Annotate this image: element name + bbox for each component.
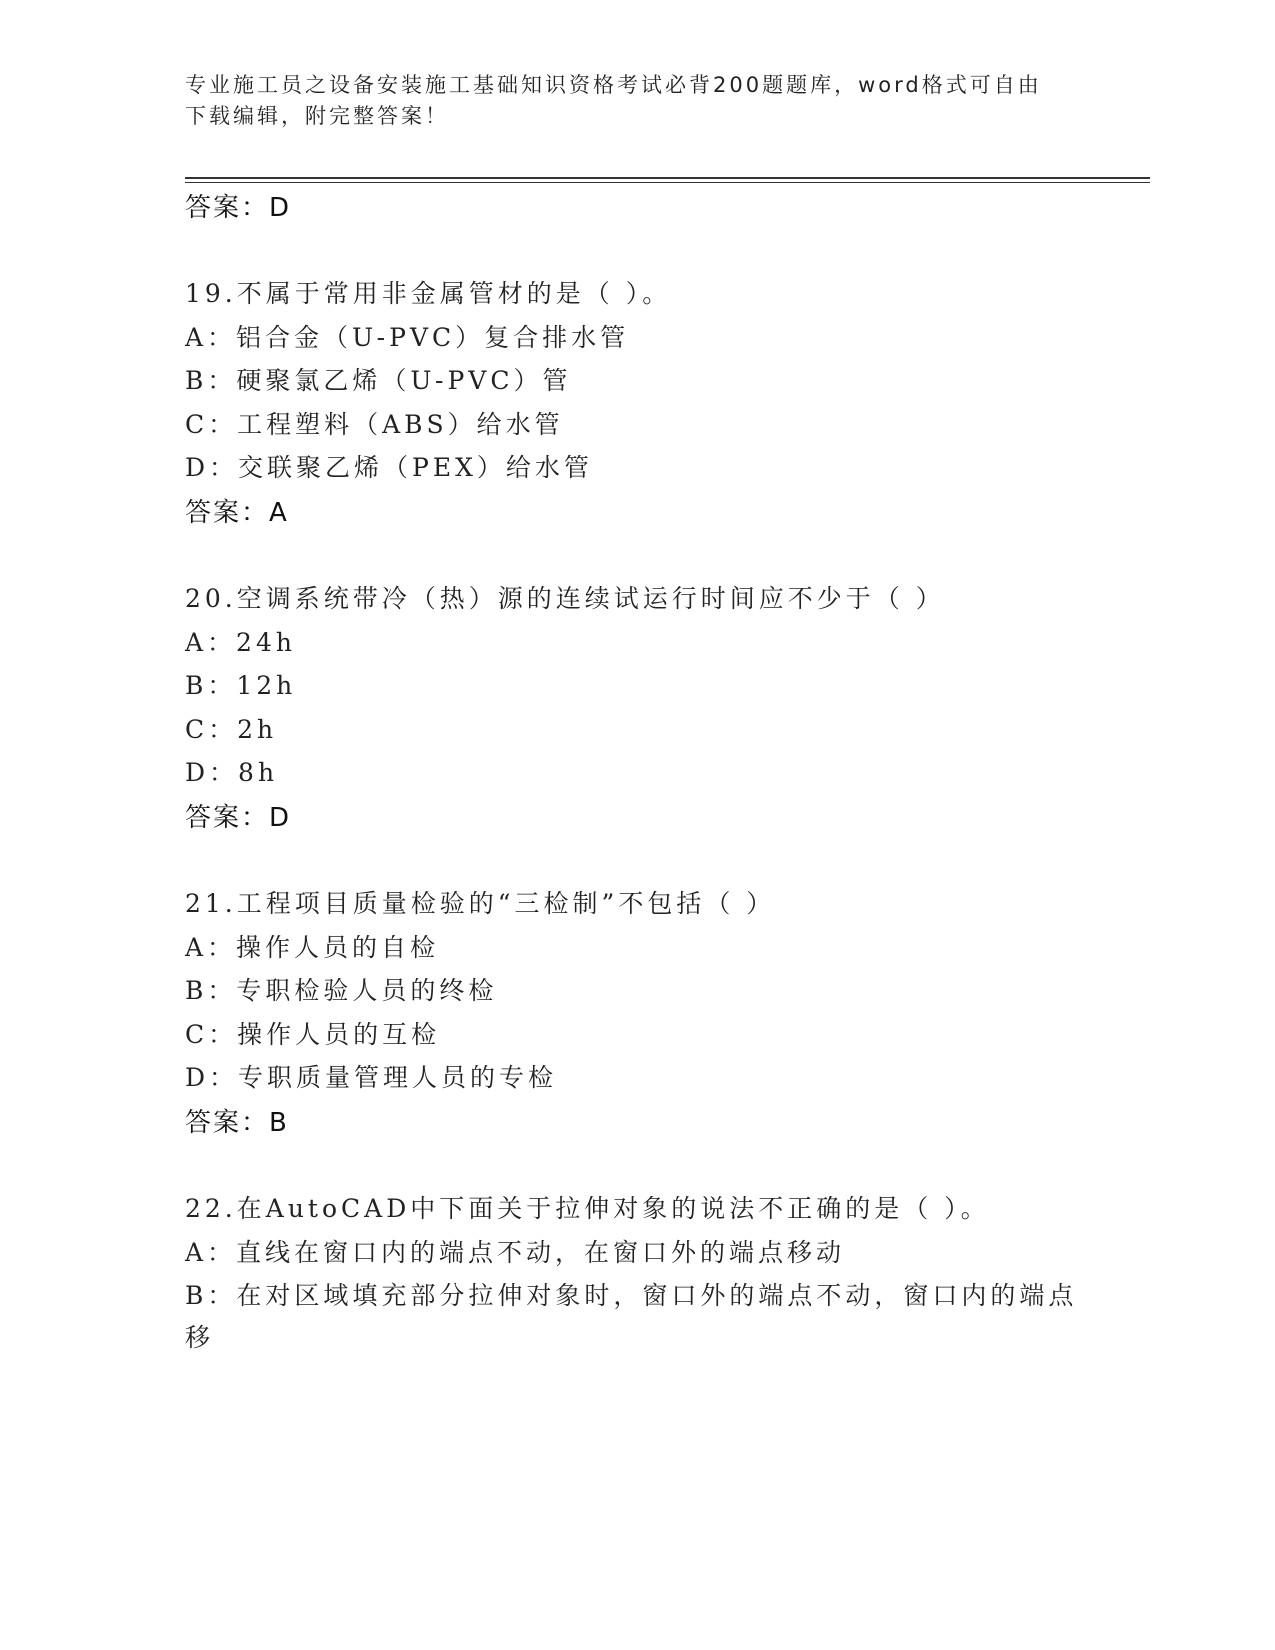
question-19-stem: 19.不属于常用非金属管材的是（ ）。: [185, 279, 672, 308]
question-21-option-a: A：操作人员的自检: [185, 933, 440, 962]
question-21-option-b: B：专职检验人员的终检: [185, 976, 498, 1005]
question-21-option-c: C：操作人员的互检: [185, 1020, 441, 1049]
question-19-option-d: D：交联聚乙烯（PEX）给水管: [185, 453, 593, 482]
answer-q19: 答案：A: [185, 498, 289, 528]
question-20-option-a: A：24h: [185, 628, 296, 657]
answer-q20: 答案：D: [185, 803, 292, 833]
question-19-option-a: A：铝合金（U-PVC）复合排水管: [185, 323, 630, 352]
question-22-option-b-line1: B：在对区域填充部分拉伸对象时，窗口外的端点不动，窗口内的端点: [185, 1281, 1078, 1310]
question-22-option-a: A：直线在窗口内的端点不动，在窗口外的端点移动: [185, 1238, 846, 1267]
header-line-2: 下载编辑，附完整答案！: [185, 104, 449, 128]
question-20-option-c: C：2h: [185, 715, 278, 744]
question-20-stem: 20.空调系统带冷（热）源的连续试运行时间应不少于（ ）: [185, 584, 945, 613]
question-20-option-d: D：8h: [185, 758, 279, 787]
answer-q21: 答案：B: [185, 1108, 289, 1138]
question-21-option-d: D：专职质量管理人员的专检: [185, 1063, 558, 1092]
header-divider-thin: [185, 182, 1150, 183]
question-21-stem: 21.工程项目质量检验的“三检制”不包括（ ）: [185, 889, 776, 918]
question-20-option-b: B：12h: [185, 671, 297, 700]
document-header: [185, 70, 1085, 132]
header-line-1: 专业施工员之设备安装施工基础知识资格考试必背200题题库，word格式可自由: [185, 73, 1042, 97]
header-divider-thick: [185, 177, 1150, 179]
question-22-option-b-line2: 移: [185, 1323, 215, 1352]
answer-q18: 答案：D: [185, 193, 292, 223]
question-22-stem: 22.在AutoCAD中下面关于拉伸对象的说法不正确的是（ ）。: [185, 1194, 990, 1223]
question-19-option-b: B：硬聚氯乙烯（U-PVC）管: [185, 366, 572, 395]
question-19-option-c: C：工程塑料（ABS）给水管: [185, 410, 564, 439]
